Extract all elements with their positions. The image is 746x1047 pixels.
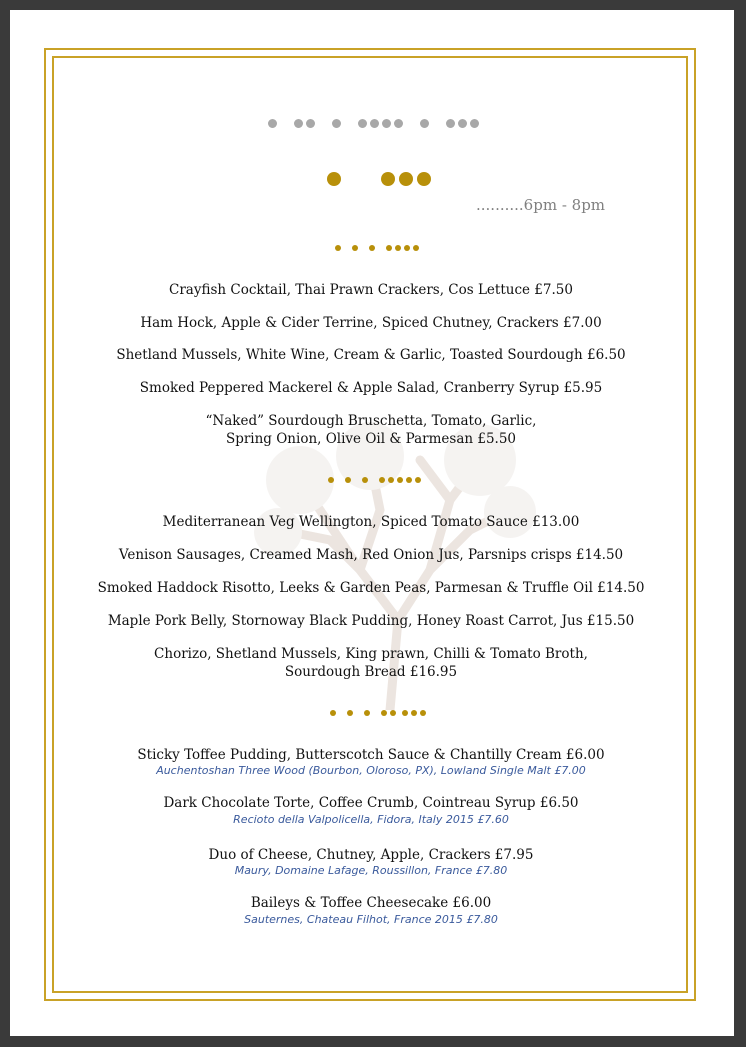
starter-item: Shetland Mussels, White Wine, Cream & Garlic, Toasted Sourdough £6.50 bbox=[116, 347, 626, 363]
main-item: Chorizo, Shetland Mussels, King prawn, Chilli & Tomato Broth, bbox=[154, 646, 588, 662]
main-item: Venison Sausages, Creamed Mash, Red Onion Jus, Parsnips crisps £14.50 bbox=[118, 547, 624, 563]
starter-item-cont: Spring Onion, Olive Oil & Parmesan £5.50 bbox=[225, 431, 517, 447]
wine-pairing: Recioto della Valpolicella, Fidora, Italy 2015 £7.60 bbox=[233, 813, 509, 826]
starter-item: Crayfish Cocktail, Thai Prawn Crackers, Cos Lettuce £7.50 bbox=[169, 282, 573, 298]
dessert-item: Duo of Cheese, Chutney, Apple, Crackers £7.95 bbox=[208, 847, 534, 863]
dessert-item: Baileys & Toffee Cheesecake £6.00 bbox=[250, 895, 492, 911]
desserts-heading-dots bbox=[330, 710, 429, 716]
dessert-item: Dark Chocolate Torte, Coffee Crumb, Cointreau Syrup £6.50 bbox=[163, 795, 579, 811]
starters-heading-dots bbox=[335, 245, 422, 251]
main-item: Smoked Haddock Risotto, Leeks & Garden Peas, Parmesan & Truffle Oil £14.50 bbox=[97, 580, 645, 596]
subtitle-dots bbox=[327, 172, 435, 186]
main-item-cont: Sourdough Bread £16.95 bbox=[284, 664, 458, 680]
title-dots bbox=[268, 119, 482, 128]
service-time: ..........6pm - 8pm bbox=[476, 196, 606, 214]
starter-item: Smoked Peppered Mackerel & Apple Salad, Cranberry Syrup £5.95 bbox=[139, 380, 603, 396]
wine-pairing: Maury, Domaine Lafage, Roussillon, France £7.80 bbox=[234, 864, 508, 877]
starter-item: “Naked” Sourdough Bruschetta, Tomato, Garlic, bbox=[205, 413, 537, 429]
main-item: Mediterranean Veg Wellington, Spiced Tomato Sauce £13.00 bbox=[162, 514, 580, 530]
wine-pairing: Sauternes, Chateau Filhot, France 2015 £7.80 bbox=[244, 913, 498, 926]
starter-item: Ham Hock, Apple & Cider Terrine, Spiced Chutney, Crackers £7.00 bbox=[140, 315, 602, 331]
mains-heading-dots bbox=[328, 477, 424, 483]
dessert-item: Sticky Toffee Pudding, Butterscotch Sauce & Chantilly Cream £6.00 bbox=[137, 747, 605, 763]
menu-page bbox=[10, 10, 734, 1036]
wine-pairing: Auchentoshan Three Wood (Bourbon, Oloroso, PX), Lowland Single Malt £7.00 bbox=[156, 764, 586, 777]
main-item: Maple Pork Belly, Stornoway Black Pudding, Honey Roast Carrot, Jus £15.50 bbox=[107, 613, 635, 629]
